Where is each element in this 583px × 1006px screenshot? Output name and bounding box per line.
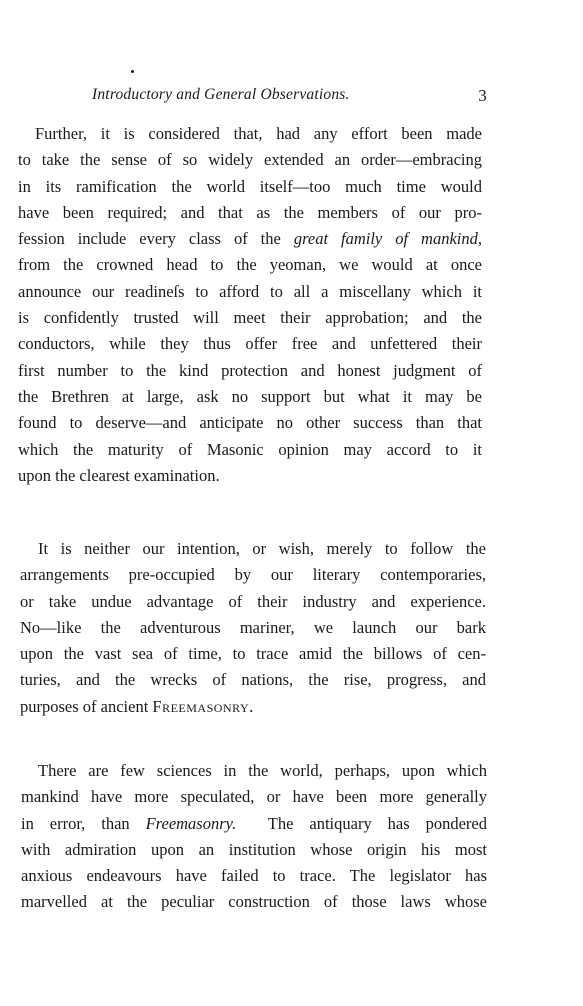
text-line: with admiration upon an institution whose origin his most <box>21 839 487 859</box>
text-line: is confidently trusted will meet their approbation; and the <box>18 308 482 328</box>
text-line: Further, it is considered that, had any effort been made <box>35 124 482 143</box>
text-line: have been required; and that as the members of our pro- <box>18 202 482 222</box>
page-number: 3 <box>478 86 487 105</box>
text-line: There are few sciences in the world, perhaps, upon which <box>38 761 487 780</box>
paragraph-1 <box>18 121 482 489</box>
text-line: to take the sense of so widely extended an order—embracing <box>18 150 482 170</box>
text-fragment: The antiquary has pondered <box>236 813 487 833</box>
text-fragment: in error, than <box>21 813 146 833</box>
text-line: announce our readineſs to afford to all a miscellany which it <box>18 281 482 301</box>
text-line-with-emphasis <box>18 226 482 252</box>
small-caps-freemasonry: Freemasonry. <box>152 696 254 716</box>
text-line: marvelled at the peculiar construction of those laws whose <box>21 892 487 912</box>
text-line: in its ramification the world itself—too much time would <box>18 176 482 196</box>
emphasis-great-family: great family of mankind, <box>293 229 482 249</box>
text-line: which the maturity of Masonic opinion may accord to it <box>18 439 482 459</box>
text-fragment: fession include every class of the <box>18 229 294 249</box>
text-line: arrangements pre-occupied by our literary contemporaries, <box>20 565 486 585</box>
text-line: from the crowned head to the yeoman, we would at once <box>18 255 482 275</box>
paragraph-3 <box>21 758 487 916</box>
text-line: upon the clearest examination. <box>18 465 220 485</box>
text-line-with-small-caps <box>20 694 486 720</box>
text-fragment: purposes of ancient <box>20 696 153 716</box>
emphasis-freemasonry: Freemasonry. <box>145 813 237 833</box>
ink-speck <box>131 70 134 73</box>
text-line: upon the vast sea of time, to trace amid the billows of cen- <box>20 644 486 664</box>
paragraph-2 <box>20 536 486 720</box>
text-line: anxious endeavours have failed to trace. The legislator has <box>21 866 487 886</box>
text-line: first number to the kind protection and honest judgment of <box>18 360 482 380</box>
text-line: conductors, while they thus offer free and unfettered their <box>18 334 482 354</box>
text-line: It is neither our intention, or wish, merely to follow the <box>38 539 486 558</box>
text-line: mankind have more speculated, or have been more generally <box>21 787 487 807</box>
text-line: or take undue advantage of their industry and experience. <box>20 591 486 611</box>
running-head-title: Introductory and General Observations. <box>92 86 350 103</box>
text-line: the Brethren at large, ask no support but what it may be <box>18 386 482 406</box>
text-line: found to deserve—and anticipate no other success than that <box>18 413 482 433</box>
text-line-with-emphasis <box>21 811 487 837</box>
text-line: turies, and the wrecks of nations, the rise, progress, and <box>20 670 486 690</box>
text-line: No—like the adventurous mariner, we launch our bark <box>20 617 486 637</box>
